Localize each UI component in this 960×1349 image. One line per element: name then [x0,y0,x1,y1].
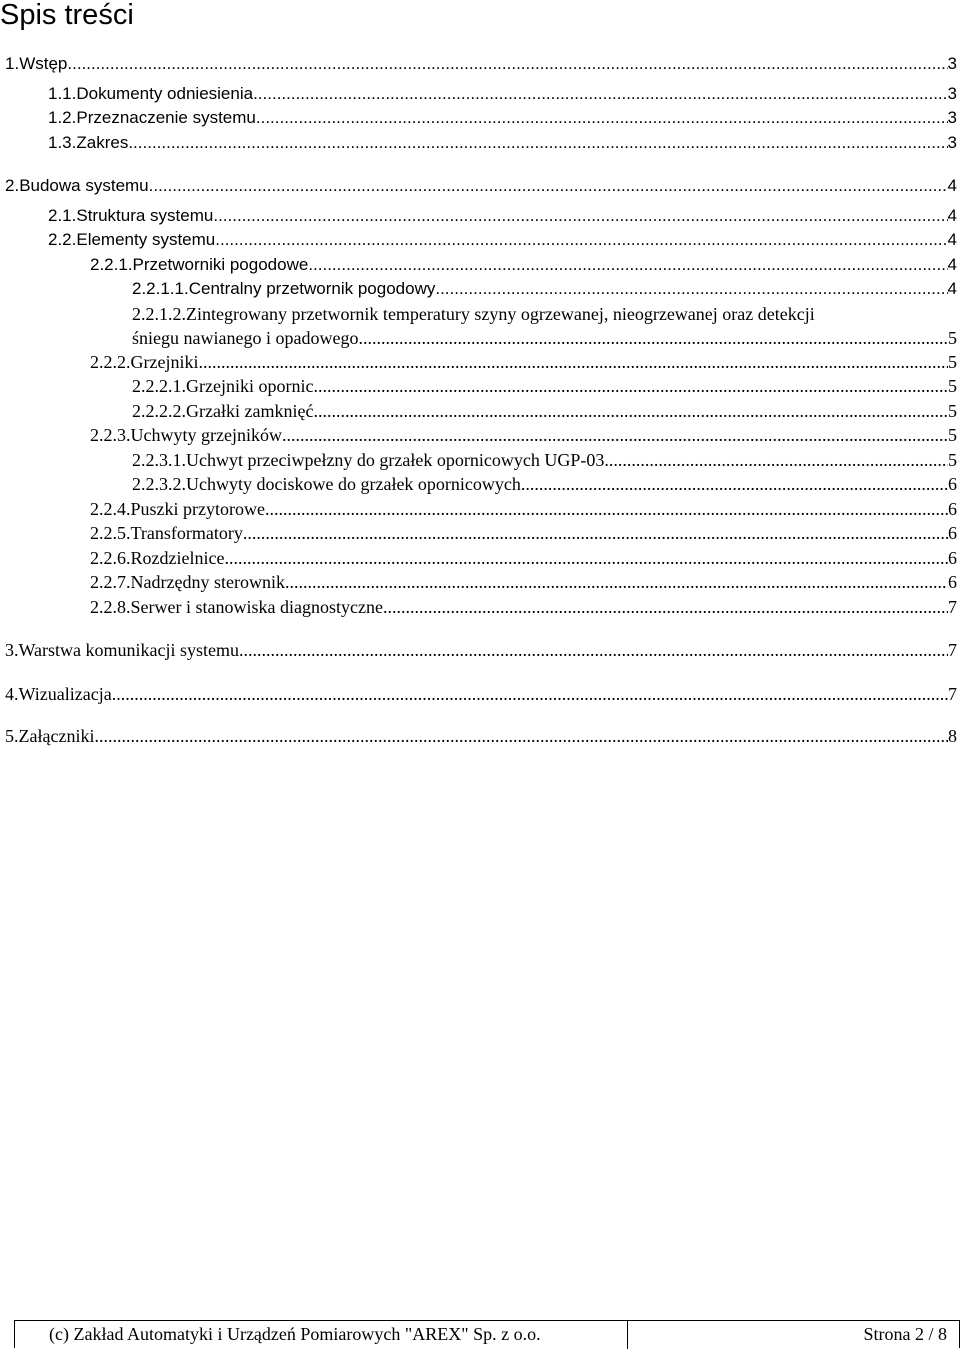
toc-entry-title: Grzejniki [130,352,199,372]
toc-entry[interactable] [5,52,957,76]
toc-dot-leader [383,595,948,619]
toc-entry-title: Centralny przetwornik pogodowy [188,279,436,298]
toc-entry-page: 5 [948,450,957,470]
toc-dot-leader [239,638,948,662]
toc-dot-leader [213,204,947,228]
toc-entry[interactable] [132,448,957,472]
toc-entry-page: 4 [947,255,957,274]
toc-entry-title: Grzejniki opornic [186,376,314,396]
toc-entry-number: 2.2.6. [90,548,131,568]
toc-entry-title: Załączniki [18,726,95,746]
toc-entry-number: 1. [5,54,20,73]
toc-entry-page: 3 [947,133,957,152]
toc-dot-leader [256,106,948,130]
footer-page-number: Strona 2 / 8 [863,1324,947,1344]
toc-entry-page: 4 [947,230,957,249]
toc-entry[interactable] [5,638,957,662]
toc-entry-page: 3 [947,54,957,73]
toc-entry-number: 2.2.2. [90,352,131,372]
toc-dot-leader [521,472,948,496]
toc-entry[interactable] [48,106,957,130]
toc-entry-page: 7 [948,597,957,617]
toc-dot-leader [313,374,948,398]
toc-entry-number: 2. [5,176,20,195]
toc-entry-page: 4 [947,206,957,225]
toc-entry-title: Przeznaczenie systemu [76,108,256,127]
toc-entry[interactable] [90,497,957,521]
toc-dot-leader [94,724,948,748]
toc-entry[interactable] [90,570,957,594]
toc-entry[interactable] [132,277,957,301]
footer-divider [627,1321,628,1349]
toc-entry-title: śniegu nawianego i opadowego [132,328,359,348]
toc-entry-title: Serwer i stanowiska diagnostyczne [130,597,383,617]
toc-entry-title: Warstwa komunikacji systemu [18,640,240,660]
toc-dot-leader [265,497,948,521]
toc-entry[interactable] [132,374,957,398]
toc-entry-page: 3 [947,108,957,127]
toc-entry-title: Nadrzędny sterownik [130,572,285,592]
toc-entry-number: 2.2.7. [90,572,131,592]
toc-entry[interactable] [90,423,957,447]
toc-entry-title: Transformatory [130,523,243,543]
toc-entry-title: Uchwyty grzejników [130,425,282,445]
toc-entry-page: 6 [948,474,957,494]
toc-entry-page: 3 [947,84,957,103]
toc-dot-leader [198,350,948,374]
toc-dot-leader [358,326,948,350]
toc-entry[interactable] [48,131,957,155]
toc-entry-page: 4 [947,279,957,298]
toc-entry-title: Dokumenty odniesienia [76,84,254,103]
toc-entry-number: 1.3. [48,133,77,152]
toc-entry-number: 2.2.8. [90,597,131,617]
page-footer [14,1320,960,1348]
toc-entry[interactable] [132,399,957,423]
toc-dot-leader [282,423,948,447]
toc-entry-title: Puszki przytorowe [130,499,265,519]
toc-entry-page: 5 [948,328,957,348]
toc-entry-page: 6 [948,572,957,592]
toc-entry-number: 2.2.1.2. [132,304,186,324]
toc-entry[interactable] [132,326,957,350]
toc-entry-page: 5 [948,401,957,421]
toc-entry-title: Budowa systemu [19,176,149,195]
toc-dot-leader [435,277,947,301]
toc-dot-leader [224,546,948,570]
toc-entry[interactable] [90,546,957,570]
toc-entry-number: 2.2. [48,230,77,249]
toc-entry-number: 4. [5,684,19,704]
toc-entry-number: 5. [5,726,19,746]
toc-entry-title: Uchwyt przeciwpełzny do grzałek opornicowych UGP-03 [186,450,605,470]
toc-entry-page: 6 [948,499,957,519]
toc-entry-number: 2.2.3.1. [132,450,186,470]
toc-entry-page: 5 [948,376,957,396]
toc-dot-leader [128,131,947,155]
toc-entry[interactable] [90,350,957,374]
toc-dot-leader [243,521,948,545]
toc-entry-page: 7 [948,684,957,704]
toc-dot-leader [604,448,948,472]
toc-entry-page: 6 [948,548,957,568]
page-title: Spis treści [0,0,134,31]
toc-dot-leader [308,253,947,277]
toc-dot-leader [112,682,948,706]
toc-dot-leader [253,82,947,106]
toc-entry-title: Wstęp [19,54,68,73]
toc-entry-title: Struktura systemu [76,206,214,225]
toc-entry-number: 2.1. [48,206,77,225]
toc-dot-leader [313,399,948,423]
toc-entry-page: 4 [947,176,957,195]
toc-entry-title: Przetworniki pogodowe [132,255,309,274]
toc-entry[interactable] [48,204,957,228]
toc-entry-title: Uchwyty dociskowe do grzałek opornicowych [186,474,521,494]
toc-entry-page: 5 [948,425,957,445]
toc-entry-title: Zintegrowany przetwornik temperatury szyny ogrzewanej, nieogrzewanej oraz detekcji [186,304,815,324]
toc-entry-title: Elementy systemu [76,230,216,249]
toc-entry[interactable] [90,521,957,545]
toc-entry-number: 2.2.2.2. [132,401,186,421]
toc-entry-title: Rozdzielnice [130,548,225,568]
toc-entry-number: 1.1. [48,84,77,103]
toc-entry-number: 3. [5,640,19,660]
toc-entry[interactable] [90,253,957,277]
toc-entry[interactable] [5,724,957,748]
toc-entry-number: 2.2.3. [90,425,131,445]
toc-entry[interactable] [48,228,957,252]
toc-entry-number: 2.2.1.1. [132,279,189,298]
toc-entry-number: 1.2. [48,108,77,127]
toc-dot-leader [285,570,948,594]
footer-company: (c) Zakład Automatyki i Urządzeń Pomiarowych "AREX" Sp. z o.o. [49,1324,541,1344]
toc-entry-page: 7 [948,640,957,660]
toc-dot-leader [149,174,948,198]
toc-entry-page: 6 [948,523,957,543]
toc-entry-number: 2.2.5. [90,523,131,543]
toc-entry-number: 2.2.1. [90,255,133,274]
toc-entry[interactable] [5,174,957,198]
toc-entry-number: 2.2.2.1. [132,376,186,396]
toc-entry-page: 5 [948,352,957,372]
toc-entry[interactable] [48,82,957,106]
toc-entry[interactable] [132,472,957,496]
toc-entry-number: 2.2.3.2. [132,474,186,494]
toc-entry-title: Wizualizacja [18,684,112,704]
toc-entry[interactable] [5,682,957,706]
toc-entry-page: 8 [948,726,957,746]
toc-dot-leader [67,52,947,76]
toc-entry-number: 2.2.4. [90,499,131,519]
toc-dot-leader [215,228,947,252]
toc-entry[interactable] [90,595,957,619]
toc-entry-title: Grzałki zamknięć [186,401,314,421]
toc-entry-title: Zakres [76,133,129,152]
toc-entry[interactable] [132,302,957,326]
